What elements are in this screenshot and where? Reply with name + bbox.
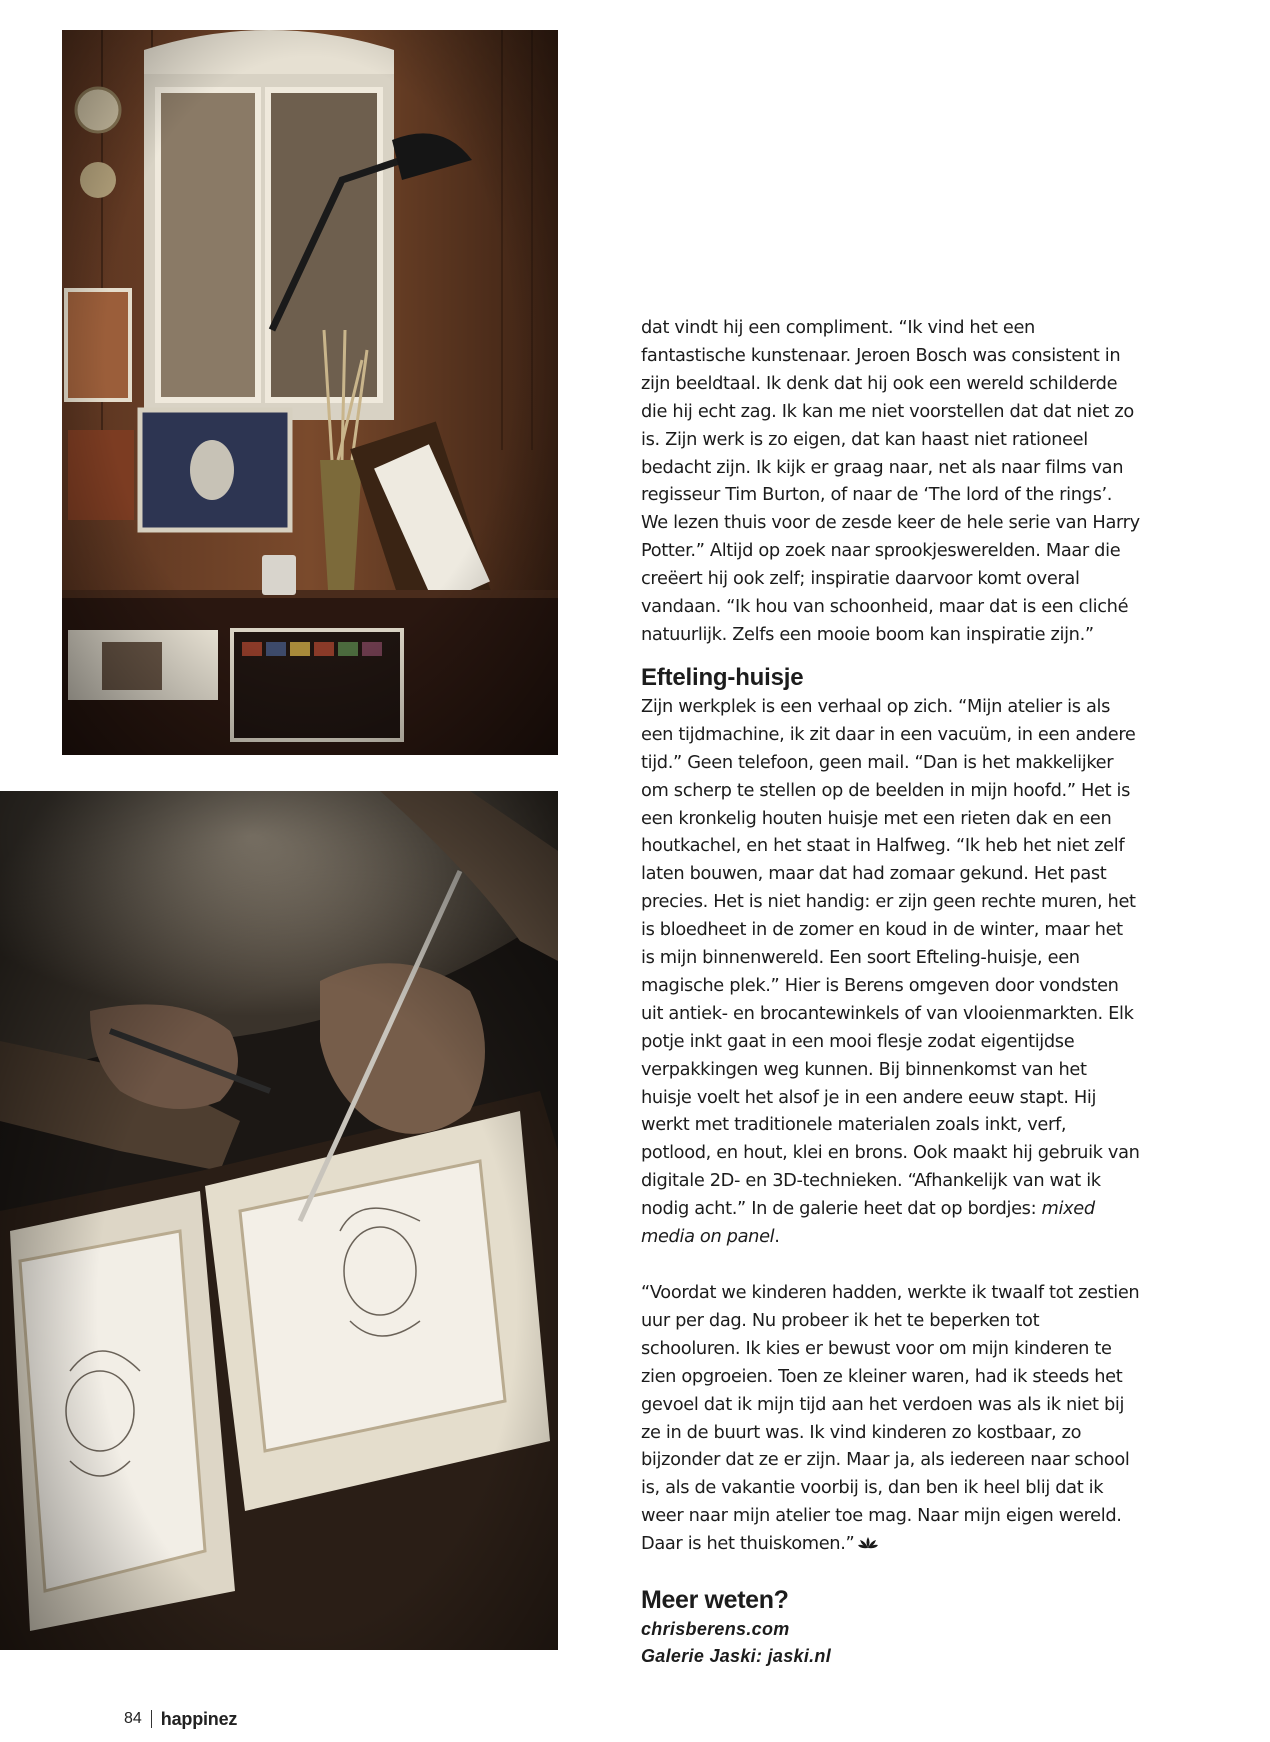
page-number: 84 bbox=[124, 1710, 142, 1727]
website-link[interactable]: chrisberens.com bbox=[641, 1619, 790, 1640]
section-subheading: Efteling-huisje bbox=[641, 663, 804, 691]
paragraph-end: . bbox=[774, 1226, 780, 1248]
paragraph-text: Zijn werkplek is een verhaal op zich. “Mijn atelier is als een tijdmachine, ik zit daar in een vacuüm, in een andere tijd.” Geen telefoon, geen mail. “Dan is het makkelijker om scherp te stellen op de beelden in mijn hoofd.” Het is een kronkelig houten huisje met een rieten dak en een houtkachel, en het staat in Halfweg. “Ik heb het niet zelf laten bouwen, maar dat had zomaar gekund. Het past precies. Het is niet handig: er zijn geen rechte muren, het is bloedheet in de zomer en koud in de winter, maar het is mijn binnenwereld. Een soort Efteling-huisje, een magische plek.” Hier is Berens omgeven door vondsten uit antiek- en brocantewinkels of van vlooienmarkten. Elk potje inkt gaat in een mooi flesje zodat eigentijdse verpakkingen weg kunnen. Bij binnenkomst van het huisje voelt het alsof je in een andere eeuw stapt. Hij werkt met traditionele materialen zoals inkt, verf, potlood, en hout, klei en brons. Ook maakt hij gebruik van digitale 2D- en 3D-technieken. “Afhankelijk van wat ik nodig acht.” In de galerie heet dat op bordjes: bbox=[641, 695, 1140, 1220]
magazine-name: happinez bbox=[160, 1708, 238, 1729]
italic-phrase: mixed media on panel bbox=[641, 1198, 1095, 1248]
paragraph-text: “Voordat we kinderen hadden, werkte ik twaalf tot zestien uur per dag. Nu probeer ik het te beperken tot schooluren. Ik kies er bewust voor om mijn kinderen te zien opgroeien. Toen ze kleiner waren, had ik steeds het gevoel dat ik mijn tijd aan het verdoen was als ik niet bij ze in de buurt was. Ik vind kinderen zo kostbaar, zo bijzonder dat ze er zijn. Maar ja, als iedereen naar school is, als de vakantie voorbij is, dan ben ik heel blij dat ik weer naar mijn atelier toe mag. Naar mijn eigen wereld. Daar is het thuiskomen.” bbox=[641, 1282, 1140, 1555]
gallery-link[interactable]: Galerie Jaski: jaski.nl bbox=[641, 1646, 832, 1667]
article-paragraph bbox=[641, 1279, 1141, 1560]
article-paragraph: dat vindt hij een compliment. “Ik vind het een fantastische kunstenaar. Jeroen Bosch was consistent in zijn beeldtaal. Ik denk dat hij ook een wereld schilderde die hij echt zag. Ik kan me niet voorstellen dat dat niet zo is. Zijn werk is zo eigen, dat kan haast niet rationeel bedacht zijn. Ik kijk er graag naar, net als naar films van regisseur Tim Burton, of naar de ‘The lord of the rings’. We lezen thuis voor de zesde keer de hele serie van Harry Potter.” Altijd op zoek naar sprookjeswerelden. Maar die creëert hij ook zelf; inspiratie daarvoor komt overal vandaan. “Ik hou van schoonheid, maar dat is een cliché natuurlijk. Zelfs een mooie boom kan inspiratie zijn.” bbox=[641, 317, 1140, 645]
footer-divider bbox=[151, 1710, 152, 1728]
article-paragraph bbox=[641, 693, 1141, 1251]
drawing-hands-photo bbox=[0, 791, 558, 1650]
atelier-desk-photo bbox=[62, 30, 558, 755]
lotus-icon bbox=[858, 1532, 878, 1560]
more-info-heading: Meer weten? bbox=[641, 1586, 789, 1615]
page-footer bbox=[124, 1708, 237, 1730]
article-body bbox=[641, 314, 1141, 1670]
